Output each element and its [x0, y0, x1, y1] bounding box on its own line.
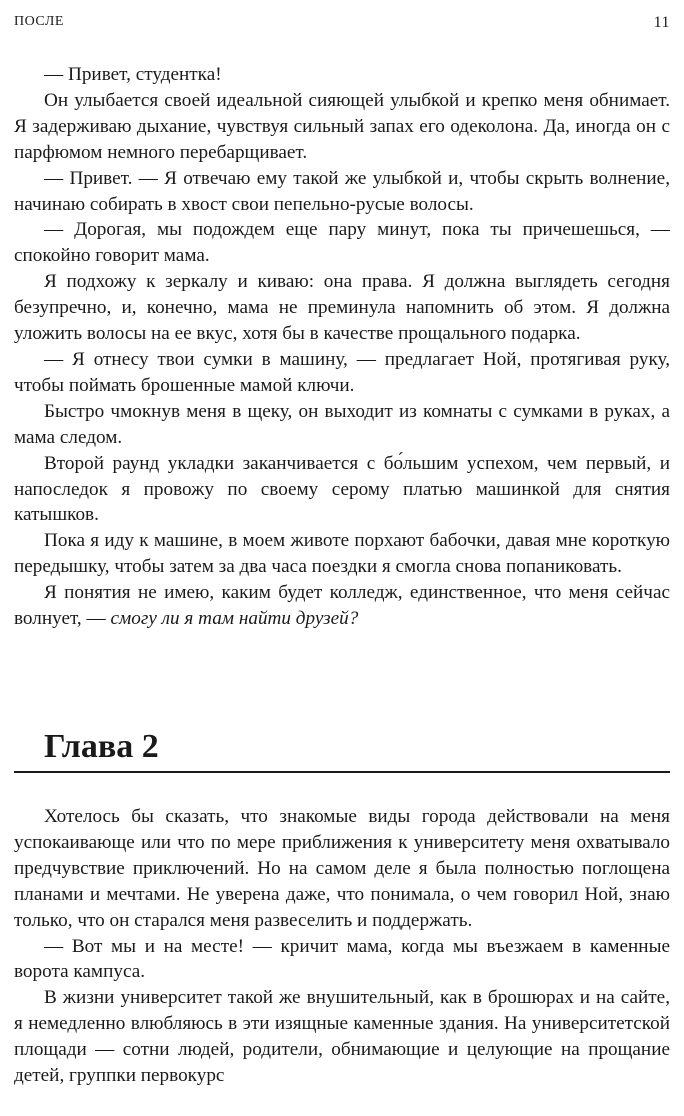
final-paragraph-lead: Я понятия не имею, каким будет колледж, единственное, что меня сейчас волнует, —	[14, 582, 670, 630]
running-title: ПОСЛЕ	[14, 14, 64, 29]
paragraph: — Привет. — Я отвечаю ему такой же улыбкой и, чтобы скрыть волнение, начинаю собирать в хвост свои пепельно-русые волосы.	[14, 167, 670, 215]
paragraph: Пока я иду к машине, в моем животе порхают бабочки, давая мне короткую передышку, чтобы затем за два часа поездки я смогла снова попаниковать.	[14, 530, 670, 578]
final-paragraph	[14, 580, 670, 632]
text-block-chapter-2	[14, 804, 670, 1089]
paragraph: — Привет, студентка!	[44, 64, 222, 85]
paragraph: — Дорогая, мы подождем еще пару минут, пока ты причешешься, — спокойно говорит мама.	[14, 219, 670, 267]
paragraph: Он улыбается своей идеальной сияющей улыбкой и крепко меня обнимает. Я задерживаю дыхание, чувствуя сильный запах его одеколона. Да, иногда он с парфюмом немного перебарщивает.	[14, 89, 670, 163]
text-block-before-chapter	[14, 62, 670, 632]
paragraph: — Я отнесу твои сумки в машину, — предлагает Ной, протягивая руку, чтобы поймать брошенные мамой ключи.	[14, 348, 670, 396]
paragraph: В жизни университет такой же внушительный, как в брошюрах и на сайте, я немедленно влюбляюсь в эти изящные каменные здания. На университетской площади — сотни людей, родители, обнимающие и целующие на прощание детей, группки первокурс	[14, 987, 670, 1087]
paragraph: — Вот мы и на месте! — кричит мама, когда мы въезжаем в каменные ворота кампуса.	[14, 935, 670, 983]
paragraph: Я подхожу к зеркалу и киваю: она права. Я должна выглядеть сегодня безупречно, и, конечно, мама не преминула напомнить об этом. Я должна уложить волосы на ее вкус, хотя бы в качестве прощального подарка.	[14, 271, 670, 345]
paragraph: Быстро чмокнув меня в щеку, он выходит из комнаты с сумками в руках, а мама следом.	[14, 400, 670, 448]
paragraph: Второй раунд укладки заканчивается с бо́льшим успехом, чем первый, и напоследок я провожу по своему серому платью машинкой для снятия катышков.	[14, 452, 670, 526]
chapter-title: Глава 2	[44, 728, 159, 765]
page-number: 11	[653, 14, 670, 31]
book-page	[14, 0, 670, 1116]
final-paragraph-italic: смогу ли я там найти друзей?	[110, 608, 359, 630]
running-head	[14, 14, 670, 34]
chapter-heading	[14, 727, 670, 773]
paragraph: Хотелось бы сказать, что знакомые виды города действовали на меня успокаивающе или что по мере приближения к университету меня охватывало предчувствие приключений. Но на самом деле я была полностью поглощена планами и мечтами. Не уверена даже, что понимала, о чем говорил Ной, знаю только, что он старался меня развеселить и поддержать.	[14, 806, 670, 931]
